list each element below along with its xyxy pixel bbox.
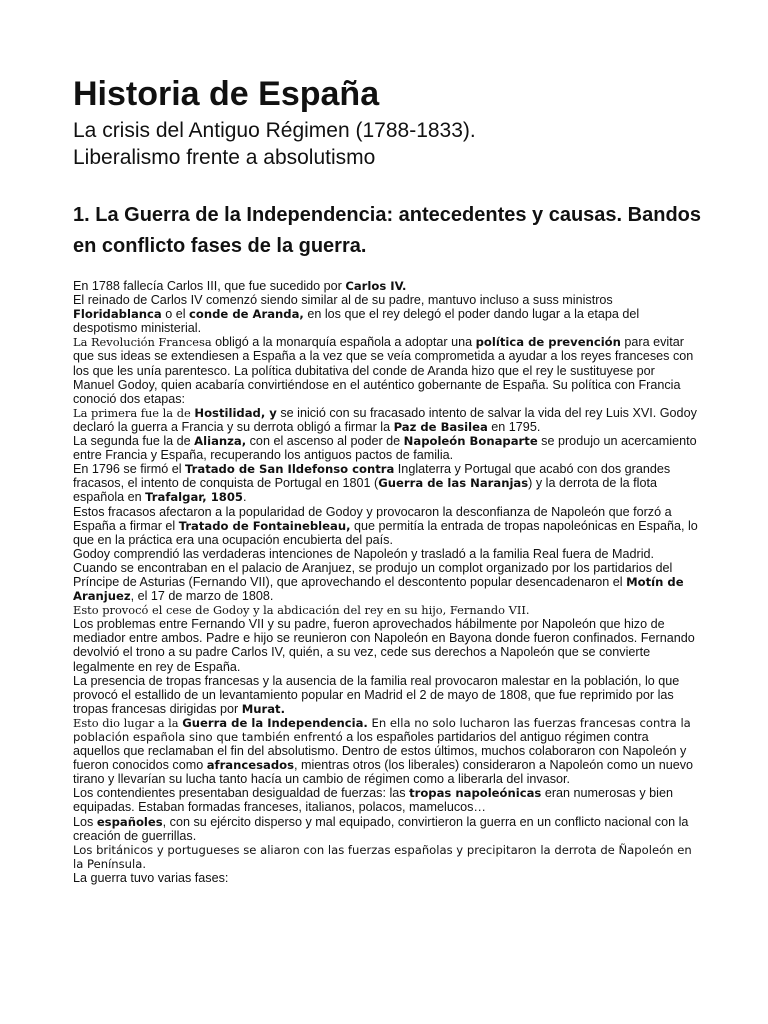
text-run: o el	[161, 307, 190, 322]
document-subtitle	[73, 117, 476, 171]
serif-run: Esto provocó el cese de Godoy y la abdicación del rey en su hijo, Fernando VII.	[73, 603, 530, 618]
bold-run: tropas napoleónicas	[409, 786, 542, 801]
subtitle-line-1: La crisis del Antiguo Régimen (1788-1833).	[73, 119, 476, 142]
text-run: para evitar que sus ideas se extendiesen a España a la vez que se veía comprometida a ayudar a los reyes franceses con los que les unía parentesco. La política dubitativa del conde de Aranda hizo que el rey le sustituyese por Manuel Godoy, quien acabaría convirtiéndose en el auténtico gobernante de España. Su política con Francia conoció dos etapas:	[73, 335, 694, 406]
paragraph	[73, 505, 699, 547]
text-run: con el ascenso al poder de	[246, 434, 404, 449]
paragraph	[73, 293, 699, 335]
paragraph	[73, 674, 699, 716]
bold-run: conde de Aranda,	[189, 307, 304, 322]
text-run: Los problemas entre Fernando VII y su padre, fueron aprovechados hábilmente por Napoleón que hizo de mediador entre ambos. Padre e hijo se reunieron con Napoleón en Bayona donde fueron confinados. Fernando devolvió el trono a su padre Carlos IV, quién, a su vez, cede sus derechos a Napoleón que se convierte legalmente en rey de España.	[73, 617, 695, 674]
text-run: eran numerosas y bien equipadas. Estaban formadas franceses, italianos, polacos, mamelucos…	[73, 786, 673, 815]
bold-run: Napoleón Bonaparte	[403, 434, 538, 449]
text-run: ) y la derrota de la flota española en	[73, 476, 657, 505]
bold-run: Tratado de San Ildefonso contra	[185, 462, 395, 477]
bold-run: Floridablanca	[73, 307, 162, 322]
paragraph	[73, 843, 699, 871]
bold-run: Motín de Aranjuez	[73, 574, 684, 604]
text-run: , el 17 de marzo de 1808.	[130, 589, 274, 604]
text-run: se produjo un acercamiento entre Francia y España, recuperando los antiguos pactos de familia.	[73, 434, 697, 463]
text-run: Estos fracasos afectaron a la popularidad de Godoy y provocaron la desconfianza de Napoleón que forzó a España a firmar el	[73, 504, 672, 533]
section-heading: 1. La Guerra de la Independencia: antecedentes y causas. Bandos en conflicto fases de la guerra.	[73, 204, 702, 257]
serif-run: La Revolución Francesa	[73, 335, 212, 350]
paragraph	[73, 617, 699, 673]
text-run: se inició con su fracasado intento de salvar la vida del rey Luis XVI. Godoy declaró la guerra a Francia y su derrota obligó a firmar la	[73, 405, 697, 434]
bold-run: Carlos IV.	[345, 279, 407, 293]
text-run: Inglaterra y Portugal que acabó con dos grandes fracasos, el intento de conquista de Portugal en 1801 (	[73, 462, 671, 491]
paragraph	[73, 603, 699, 617]
text-run: El reinado de Carlos IV comenzó siendo similar al de su padre, mantuvo incluso a suss ministros	[73, 293, 613, 308]
paragraph	[73, 335, 699, 405]
paragraph	[73, 815, 699, 843]
text-run: La guerra tuvo varias fases:	[73, 870, 229, 885]
text-run: En 1796 se firmó el	[73, 462, 186, 477]
paragraph	[73, 434, 699, 462]
bold-run: política de prevención	[475, 335, 621, 350]
text-run: , con su ejército disperso y mal equipado, convirtieron la guerra en un conflicto nacional con la creación de guerrillas.	[73, 814, 689, 843]
subtitle-line-2: Liberalismo frente a absolutismo	[73, 146, 376, 169]
bold-run: Paz de Basilea	[393, 419, 488, 434]
bold-run: Murat.	[241, 701, 285, 716]
text-run: .	[243, 490, 247, 505]
bold-run: Guerra de las Naranjas	[378, 476, 529, 491]
bold-run: españoles	[96, 814, 163, 829]
serif-run: Esto dio lugar a la	[73, 715, 183, 730]
paragraph	[73, 406, 699, 434]
text-run: en 1795.	[487, 419, 541, 434]
text-run: a los españoles partidarios del antiguo régimen contra aquellos que reclamaban el fin del absolutismo. Dentro de estos últimos, muchos colaboraron con Napoleón y fueron conocidos como	[73, 730, 687, 773]
text-run: , mientras otros (los liberales) consideraron a Napoleón como un nuevo tirano y llevarían su lucha tanto hacía un cambio de régimen como a liberarla del invasor.	[73, 758, 694, 787]
document-title: Historia de España	[73, 75, 380, 113]
paragraph	[73, 871, 699, 885]
text-run: Los contendientes presentaban desigualdad de fuerzas: las	[73, 786, 410, 801]
paragraph	[73, 786, 699, 814]
bold-run: Guerra de la Independencia.	[182, 715, 368, 730]
paragraph	[73, 279, 699, 293]
paragraph	[73, 716, 699, 786]
paragraph	[73, 462, 699, 504]
text-run: Los británicos y portugueses se aliaron con las fuerzas españolas y precipitaron la derrota de Ñapoleón en la Península.	[73, 842, 692, 871]
bold-run: Hostilidad, y	[194, 405, 277, 420]
bold-run: afrancesados	[206, 758, 295, 773]
text-run: obligó a la monarquía española a adoptar una	[211, 335, 476, 350]
paragraph	[73, 547, 699, 603]
text-run: La presencia de tropas francesas y la ausencia de la familia real provocaron malestar en la población, lo que provocó el estallido de un levantamiento popular en Madrid el 2 de mayo de 1808, que fue reprimido por las tropas francesas dirigidas por	[73, 673, 680, 716]
document-body	[73, 279, 699, 885]
bold-run: Alianza,	[194, 434, 247, 449]
serif-run: La primera fue la de	[73, 405, 195, 420]
text-run: Los	[73, 814, 97, 829]
bold-run: Trafalgar, 1805	[145, 490, 244, 505]
text-run: que permitía la entrada de tropas napoleónicas en España, lo que en la práctica era una ocupación encubierta del país.	[73, 518, 698, 547]
text-run: En 1788 fallecía Carlos III, que fue sucedido por	[73, 279, 346, 293]
bold-run: Tratado de Fontainebleau,	[178, 518, 351, 533]
text-run: La segunda fue la de	[73, 434, 195, 449]
text-run: Godoy comprendió las verdaderas intenciones de Napoleón y trasladó a la familia Real fuera de Madrid. Cuando se encontraban en el palacio de Aranjuez, se produjo un complot organizado por los partidarios del Príncipe de Asturias (Fernando VII), que aprovechando el descontento popular desencadenaron el	[73, 546, 673, 589]
text-run: en los que el rey delegó el poder dando lugar a la etapa del despotismo ministerial.	[73, 307, 640, 336]
text-run: En ella no solo lucharon las fuerzas francesas contra la población española sino que también enfrentó	[73, 715, 691, 744]
